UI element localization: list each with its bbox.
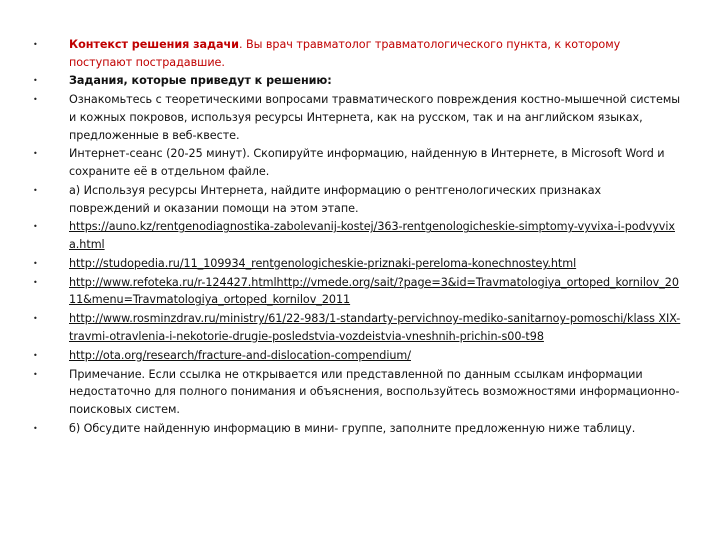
bullet-icon: • <box>33 369 38 379</box>
link-ota[interactable]: http://ota.org/research/fracture-and-dislocation-compendium/ <box>69 348 411 362</box>
bullet-icon: • <box>33 350 38 360</box>
slide <box>0 36 720 516</box>
task-b-text: б) Обсудите найденную информацию в мини- группе, заполните предложенную ниже таблицу. <box>69 421 636 435</box>
bullet-icon: • <box>33 185 38 195</box>
internet-session-text: Интернет-сеанс (20-25 минут). Скопируйте информацию, найденную в Интернете, в Microsoft Word и сохраните её в отдельном файле. <box>69 147 665 179</box>
list-item-tasks-heading <box>0 72 720 90</box>
bullet-icon: • <box>33 222 38 232</box>
list-item-link-rosminzdrav <box>0 310 720 345</box>
list-item-link-auno <box>0 218 720 253</box>
link-auno[interactable]: https://auno.kz/rentgenodiagnostika-zabolevanij-kostej/363-rentgenologicheskie-simptomy-vyvixa-i-podvyvixa.html <box>69 220 675 252</box>
link-studopedia[interactable]: http://studopedia.ru/11_109934_rentgenologicheskie-priznaki-pereloma-konechnostey.html <box>69 256 577 270</box>
task-a-text: а) Используя ресурсы Интернета, найдите информацию о рентгенологических признаках повреждений и оказании помощи на этом этапе. <box>69 183 602 215</box>
note-text: Примечание. Если ссылка не открывается или представленной по данным ссылкам информации недостаточно для полного понимания и объяснения, воспользуйтесь возможностями информационно-поисковых систем. <box>69 367 680 416</box>
list-item-link-refoteka <box>0 274 720 309</box>
bullet-icon: • <box>33 277 38 287</box>
list-item-internet-session <box>0 145 720 180</box>
bullet-icon: • <box>33 40 38 49</box>
theory-text: Ознакомьтесь с теоретическими вопросами травматического повреждения костно-мышечной системы и кожных покровов, используя ресурсы Интернета, как на русском, так и на английском языках, предложенные в веб-квесте. <box>69 93 681 142</box>
bullet-icon: • <box>33 95 38 105</box>
link-rosminzdrav[interactable]: http://www.rosminzdrav.ru/ministry/61/22-983/1-standarty-pervichnoy-mediko-sanitarnoy-pomoschi/klass XIX-travmi-otravlenia-i-nekotorie-drugie-posledstvia-vozdeistvia-vneshnih-prichin-s00-t98 <box>69 312 681 343</box>
bullet-list <box>0 36 720 437</box>
list-item-note <box>0 366 720 419</box>
link-refoteka[interactable]: http://www.refoteka.ru/r-124427.htmlhttp://vmede.org/sait/?page=3&id=Travmatologiya_ortoped_kornilov_2011&menu=Travmatologiya_ortoped_kornilov_2011 <box>69 275 679 307</box>
context-label: Контекст решения задачи <box>69 38 239 51</box>
list-item-link-ota <box>0 347 720 365</box>
list-item-task-a <box>0 182 720 217</box>
bullet-icon: • <box>33 423 38 433</box>
list-item-context <box>0 36 720 71</box>
list-item-task-b <box>0 420 720 438</box>
bullet-icon: • <box>33 258 38 268</box>
context-text: . Вы врач травматолог травматологического пункта, к которому поступают пострадавшие. <box>69 38 621 69</box>
bullet-icon: • <box>33 314 38 324</box>
bullet-icon: • <box>33 76 38 86</box>
list-item-theory <box>0 91 720 144</box>
list-item-link-studopedia <box>0 255 720 273</box>
bullet-icon: • <box>33 149 38 159</box>
tasks-heading: Задания, которые приведут к решению: <box>69 74 332 88</box>
